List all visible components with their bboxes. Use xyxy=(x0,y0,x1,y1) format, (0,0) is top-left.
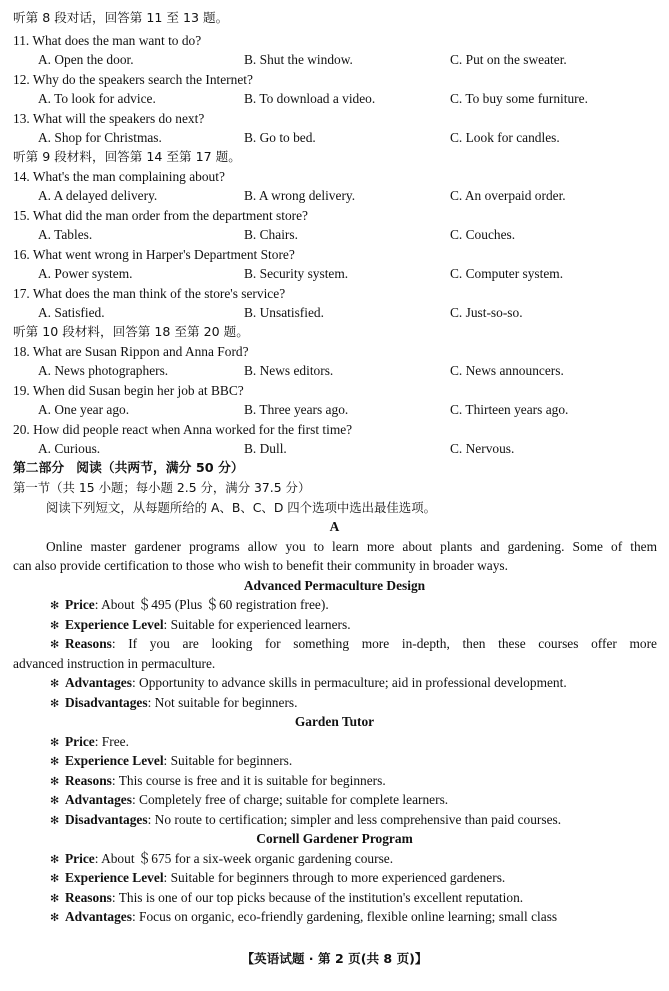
intro-line-2: can also provide certification to those who wish to benefit their community in broader ways. xyxy=(13,558,508,573)
question-17: 17. What does the man think of the store's service? xyxy=(13,286,286,301)
course-item: ✻ Experience Level: Suitable for beginners through to more experienced gardeners. xyxy=(0,868,669,887)
option-a: A. Power system. xyxy=(38,266,133,281)
question-13: 13. What will the speakers do next? xyxy=(13,111,205,126)
options-16 xyxy=(0,264,669,283)
part-two-subtitle: 阅读（共两节，满分 50 分） xyxy=(76,461,244,476)
bullet-icon: ✻ xyxy=(50,599,60,612)
bullet-icon: ✻ xyxy=(50,736,60,749)
course-item: ✻ Price: About ＄675 for a six-week organic gardening course. xyxy=(0,849,669,868)
bullet-icon: ✻ xyxy=(50,619,60,632)
options-18 xyxy=(0,361,669,380)
course-title: Cornell Gardener Program xyxy=(256,831,413,846)
option-c: C. To buy some furniture. xyxy=(450,91,588,106)
course-item: ✻ Reasons: If you are looking for something more in-depth, then these courses offer more xyxy=(0,634,669,653)
course-item: ✻ Experience Level: Suitable for beginners. xyxy=(0,751,669,770)
question-16: 16. What went wrong in Harper's Department Store? xyxy=(13,247,295,262)
question-11: 11. What does the man want to do? xyxy=(13,33,202,48)
option-b: B. A wrong delivery. xyxy=(244,188,356,203)
option-c: C. Just-so-so. xyxy=(450,305,523,320)
option-c: C. Nervous. xyxy=(450,441,515,456)
bullet-icon: ✻ xyxy=(50,794,60,807)
option-b: B. Go to bed. xyxy=(244,130,316,145)
option-a: A. Curious. xyxy=(38,441,101,456)
options-14 xyxy=(0,186,669,205)
options-12 xyxy=(0,89,669,108)
option-a: A. Shop for Christmas. xyxy=(38,130,162,145)
course-title: Advanced Permaculture Design xyxy=(243,578,426,593)
bullet-icon: ✻ xyxy=(50,697,60,710)
course-title: Garden Tutor xyxy=(294,714,375,729)
options-15 xyxy=(0,225,669,244)
options-13 xyxy=(0,128,669,147)
option-a: A. News photographers. xyxy=(38,363,169,378)
listening-heading-8: 听第 8 段对话，回答第 11 至 13 题。 xyxy=(13,10,229,25)
course-item: ✻ Disadvantages: No route to certification; simpler and less comprehensive than paid courses. xyxy=(0,810,669,829)
bullet-icon: ✻ xyxy=(50,853,60,866)
option-a: A. To look for advice. xyxy=(38,91,156,106)
course-item: ✻ Advantages: Completely free of charge; suitable for complete learners. xyxy=(0,790,669,809)
option-b: B. News editors. xyxy=(244,363,334,378)
option-a: A. Satisfied. xyxy=(38,305,105,320)
options-17 xyxy=(0,303,669,322)
bullet-icon: ✻ xyxy=(50,677,60,690)
option-c: C. News announcers. xyxy=(450,363,564,378)
option-b: B. Dull. xyxy=(244,441,287,456)
option-c: C. Couches. xyxy=(450,227,516,242)
reading-instructions: 阅读下列短文，从每题所给的 A、B、C、D 四个选项中选出最佳选项。 xyxy=(46,500,436,515)
option-b: B. Chairs. xyxy=(244,227,298,242)
bullet-icon: ✻ xyxy=(50,892,60,905)
question-12: 12. Why do the speakers search the Internet? xyxy=(13,72,253,87)
listening-heading-10: 听第 10 段材料，回答第 18 至第 20 题。 xyxy=(13,324,249,339)
option-b: B. Unsatisfied. xyxy=(244,305,324,320)
question-15: 15. What did the man order from the department store? xyxy=(13,208,308,223)
course-item: ✻ Experience Level: Suitable for experienced learners. xyxy=(0,615,669,634)
bullet-icon: ✻ xyxy=(50,755,60,768)
bullet-icon: ✻ xyxy=(50,911,60,924)
question-20: 20. How did people react when Anna worked for the first time? xyxy=(13,422,353,437)
bullet-icon: ✻ xyxy=(50,775,60,788)
course-item: ✻ Disadvantages: Not suitable for beginners. xyxy=(0,693,669,712)
option-c: C. Thirteen years ago. xyxy=(450,402,569,417)
option-b: B. Security system. xyxy=(244,266,349,281)
options-19 xyxy=(0,400,669,419)
passage-letter: A xyxy=(329,519,340,534)
part-two-heading xyxy=(0,459,669,478)
option-a: A. Tables. xyxy=(38,227,93,242)
section-one-heading: 第一节（共 15 小题；每小题 2.5 分，满分 37.5 分） xyxy=(13,480,311,495)
option-b: B. To download a video. xyxy=(244,91,376,106)
course-item: ✻ Price: Free. xyxy=(0,732,669,751)
page-footer: 【英语试题 · 第 2 页(共 8 页)】 xyxy=(241,951,428,966)
course-item: ✻ Advantages: Focus on organic, eco-friendly gardening, flexible online learning; small class xyxy=(0,907,669,926)
bullet-icon: ✻ xyxy=(50,814,60,827)
course-item-continuation: advanced instruction in permaculture. xyxy=(13,656,216,671)
course-item: ✻ Reasons: This course is free and it is suitable for beginners. xyxy=(0,771,669,790)
option-a: A. Open the door. xyxy=(38,52,134,67)
part-two-title: 第二部分 xyxy=(13,461,65,476)
option-a: A. A delayed delivery. xyxy=(38,188,158,203)
bullet-icon: ✻ xyxy=(50,638,60,651)
option-b: B. Three years ago. xyxy=(244,402,349,417)
course-item: ✻ Price: About ＄495 (Plus ＄60 registration free). xyxy=(0,595,669,614)
course-item: ✻ Reasons: This is one of our top picks because of the institution's excellent reputation. xyxy=(0,888,669,907)
question-14: 14. What's the man complaining about? xyxy=(13,169,225,184)
option-c: C. Put on the sweater. xyxy=(450,52,567,67)
option-c: C. Computer system. xyxy=(450,266,564,281)
course-item: ✻ Advantages: Opportunity to advance skills in permaculture; aid in professional development. xyxy=(0,673,669,692)
option-c: C. An overpaid order. xyxy=(450,188,566,203)
option-a: A. One year ago. xyxy=(38,402,130,417)
question-18: 18. What are Susan Rippon and Anna Ford? xyxy=(13,344,249,359)
options-11 xyxy=(0,50,669,69)
option-b: B. Shut the window. xyxy=(244,52,353,67)
question-19: 19. When did Susan begin her job at BBC? xyxy=(13,383,244,398)
listening-heading-9: 听第 9 段材料，回答第 14 至第 17 题。 xyxy=(13,149,241,164)
intro-line-1: Online master gardener programs allow you to learn more about plants and gardening. Some of them xyxy=(46,539,657,554)
bullet-icon: ✻ xyxy=(50,872,60,885)
option-c: C. Look for candles. xyxy=(450,130,560,145)
options-20 xyxy=(0,439,669,458)
